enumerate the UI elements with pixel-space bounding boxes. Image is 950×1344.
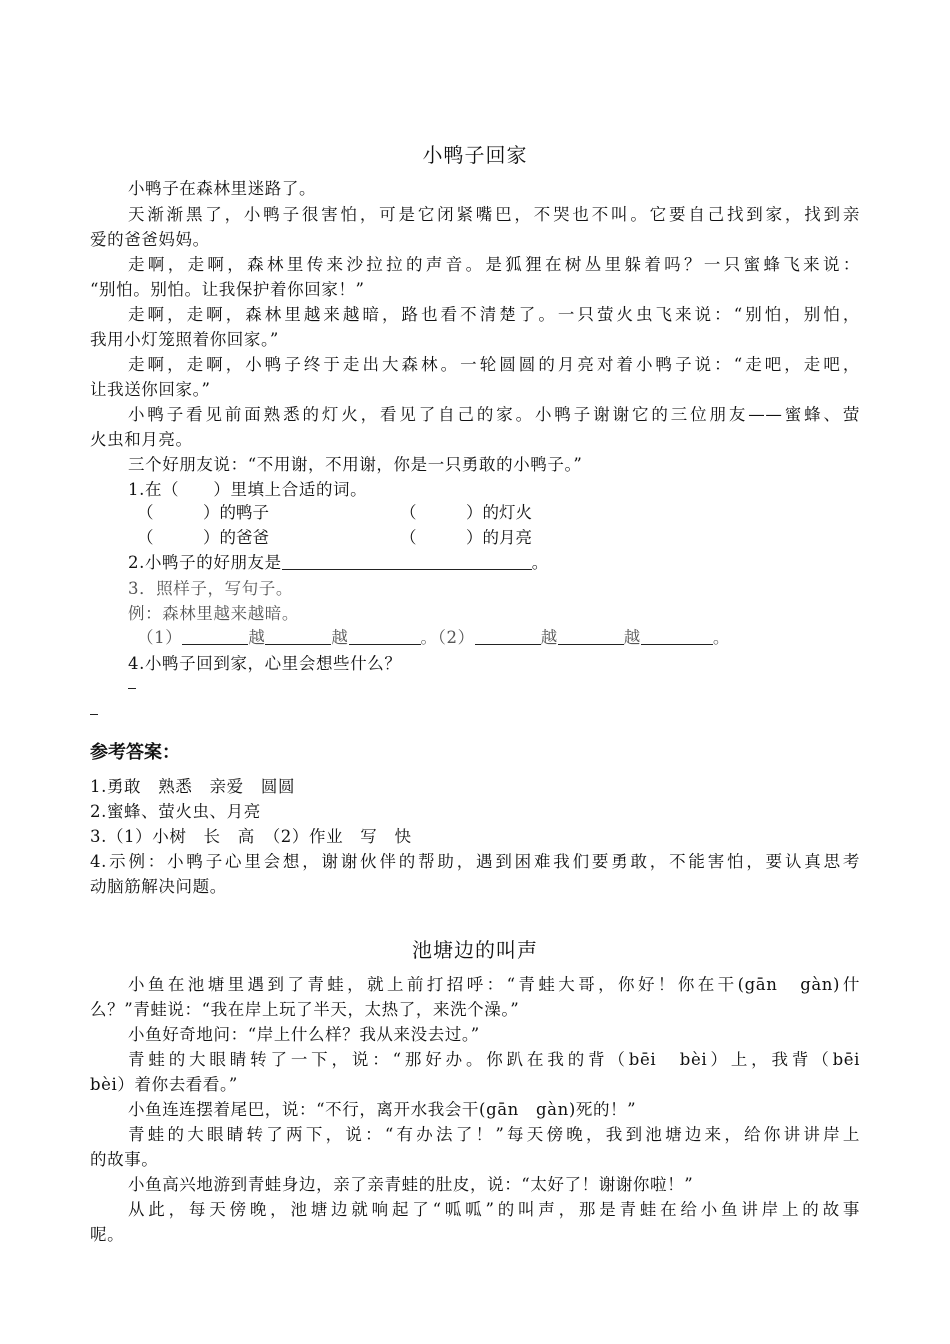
fill-blank-item: （ ）的月亮 <box>400 528 532 547</box>
answer-line: 1.勇敢 熟悉 亲爱 圆圆 <box>90 777 296 796</box>
answer-blank[interactable] <box>182 628 248 645</box>
paragraph-line: 三个好朋友说：“不用谢，不用谢，你是一只勇敢的小鸭子。” <box>128 455 583 474</box>
question-1: 1.在（ ）里填上合适的词。 <box>128 480 368 499</box>
question-3-blanks <box>137 625 907 650</box>
story-title: 池塘边的叫声 <box>412 938 538 962</box>
question-3: 3．照样子，写句子。 <box>128 579 293 598</box>
answer-blank[interactable] <box>349 628 421 645</box>
answer-blank[interactable] <box>641 628 713 645</box>
yue-word: 越 <box>331 628 349 647</box>
yue-word: 越 <box>540 628 558 647</box>
paragraph-line: 青蛙的大眼睛转了一下，说：“那好办。你趴在我的背（bēi bèi）上，我背（bēi <box>128 1050 860 1069</box>
paragraph-line: 让我送你回家。” <box>90 380 211 399</box>
paragraph-line: 的故事。 <box>90 1150 159 1169</box>
question-3-example: 例：森林里越来越暗。 <box>128 604 299 623</box>
paragraph-line: 天渐渐黑了，小鸭子很害怕，可是它闭紧嘴巴，不哭也不叫。它要自己找到家，找到亲 <box>128 205 860 224</box>
fill-blank-item: （ ）的鸭子 <box>137 503 269 522</box>
paragraph-line: 么？”青蛙说：“我在岸上玩了半天，太热了，来洗个澡。” <box>90 1000 520 1019</box>
paragraph-line: 小鱼在池塘里遇到了青蛙，就上前打招呼：“青蛙大哥，你好！你在干(gān gàn)什 <box>128 975 860 994</box>
paragraph-line: 小鱼好奇地问：“岸上什么样？我从来没去过。” <box>128 1025 480 1044</box>
paragraph-line: 小鱼高兴地游到青蛙身边，亲了亲青蛙的肚皮，说：“太好了！谢谢你啦！” <box>128 1175 694 1194</box>
answer-blank[interactable] <box>265 628 331 645</box>
paragraph-line: bèi）着你去看看。” <box>90 1075 238 1094</box>
yue-word: 越 <box>623 628 641 647</box>
answer-blank[interactable] <box>282 553 532 570</box>
answer-line: 3.（1）小树 长 高 （2）作业 写 快 <box>90 827 412 846</box>
answer-line-stub[interactable] <box>90 714 98 715</box>
item-number: （1） <box>137 628 183 647</box>
answers-heading: 参考答案： <box>90 742 180 763</box>
answer-blank[interactable] <box>475 628 541 645</box>
paragraph-line: 小鱼连连摆着尾巴，说：“不行，离开水我会干(gān gàn)死的！” <box>128 1100 637 1119</box>
paragraph-line: 走啊，走啊，森林里越来越暗，路也看不清楚了。一只萤火虫飞来说：“别怕，别怕， <box>128 305 860 324</box>
question-2 <box>128 550 860 575</box>
story-title: 小鸭子回家 <box>422 143 528 167</box>
fill-blank-item: （ ）的爸爸 <box>137 528 269 547</box>
question-2-text: 2.小鸭子的好朋友是 <box>128 553 282 572</box>
answer-line: 2.蜜蜂、萤火虫、月亮 <box>90 802 261 821</box>
period: 。 <box>531 553 549 572</box>
answer-blank[interactable] <box>558 628 624 645</box>
paragraph-line: 小鸭子在森林里迷路了。 <box>128 179 317 198</box>
yue-word: 越 <box>248 628 266 647</box>
paragraph-line: 从此，每天傍晚，池塘边就响起了“呱呱”的叫声，那是青蛙在给小鱼讲岸上的故事 <box>128 1200 860 1219</box>
answer-line: 动脑筋解决问题。 <box>90 877 227 896</box>
paragraph-line: 小鸭子看见前面熟悉的灯火，看见了自己的家。小鸭子谢谢它的三位朋友——蜜蜂、萤 <box>128 405 860 424</box>
paragraph-line: 青蛙的大眼睛转了两下，说：“有办法了！”每天傍晚，我到池塘边来，给你讲讲岸上 <box>128 1125 860 1144</box>
paragraph-line: 走啊，走啊，森林里传来沙拉拉的声音。是狐狸在树丛里躲着吗？一只蜜蜂飞来说： <box>128 255 860 274</box>
paragraph-line: 火虫和月亮。 <box>90 430 193 449</box>
paragraph-line: 爱的爸爸妈妈。 <box>90 230 210 249</box>
answer-line-stub[interactable] <box>128 688 136 689</box>
answer-line: 4.示例：小鸭子心里会想，谢谢伙伴的帮助，遇到困难我们要勇敢，不能害怕，要认真思考 <box>90 852 860 871</box>
item-number: 。（2） <box>420 628 475 647</box>
paragraph-line: 呢。 <box>90 1225 125 1244</box>
paragraph-line: 走啊，走啊，小鸭子终于走出大森林。一轮圆圆的月亮对着小鸭子说：“走吧，走吧， <box>128 355 860 374</box>
fill-blank-item: （ ）的灯火 <box>400 503 532 522</box>
paragraph-line: 我用小灯笼照着你回家。” <box>90 330 279 349</box>
question-4: 4.小鸭子回到家，心里会想些什么？ <box>128 654 402 673</box>
period: 。 <box>712 628 731 647</box>
paragraph-line: “别怕。别怕。让我保护着你回家！” <box>90 280 365 299</box>
